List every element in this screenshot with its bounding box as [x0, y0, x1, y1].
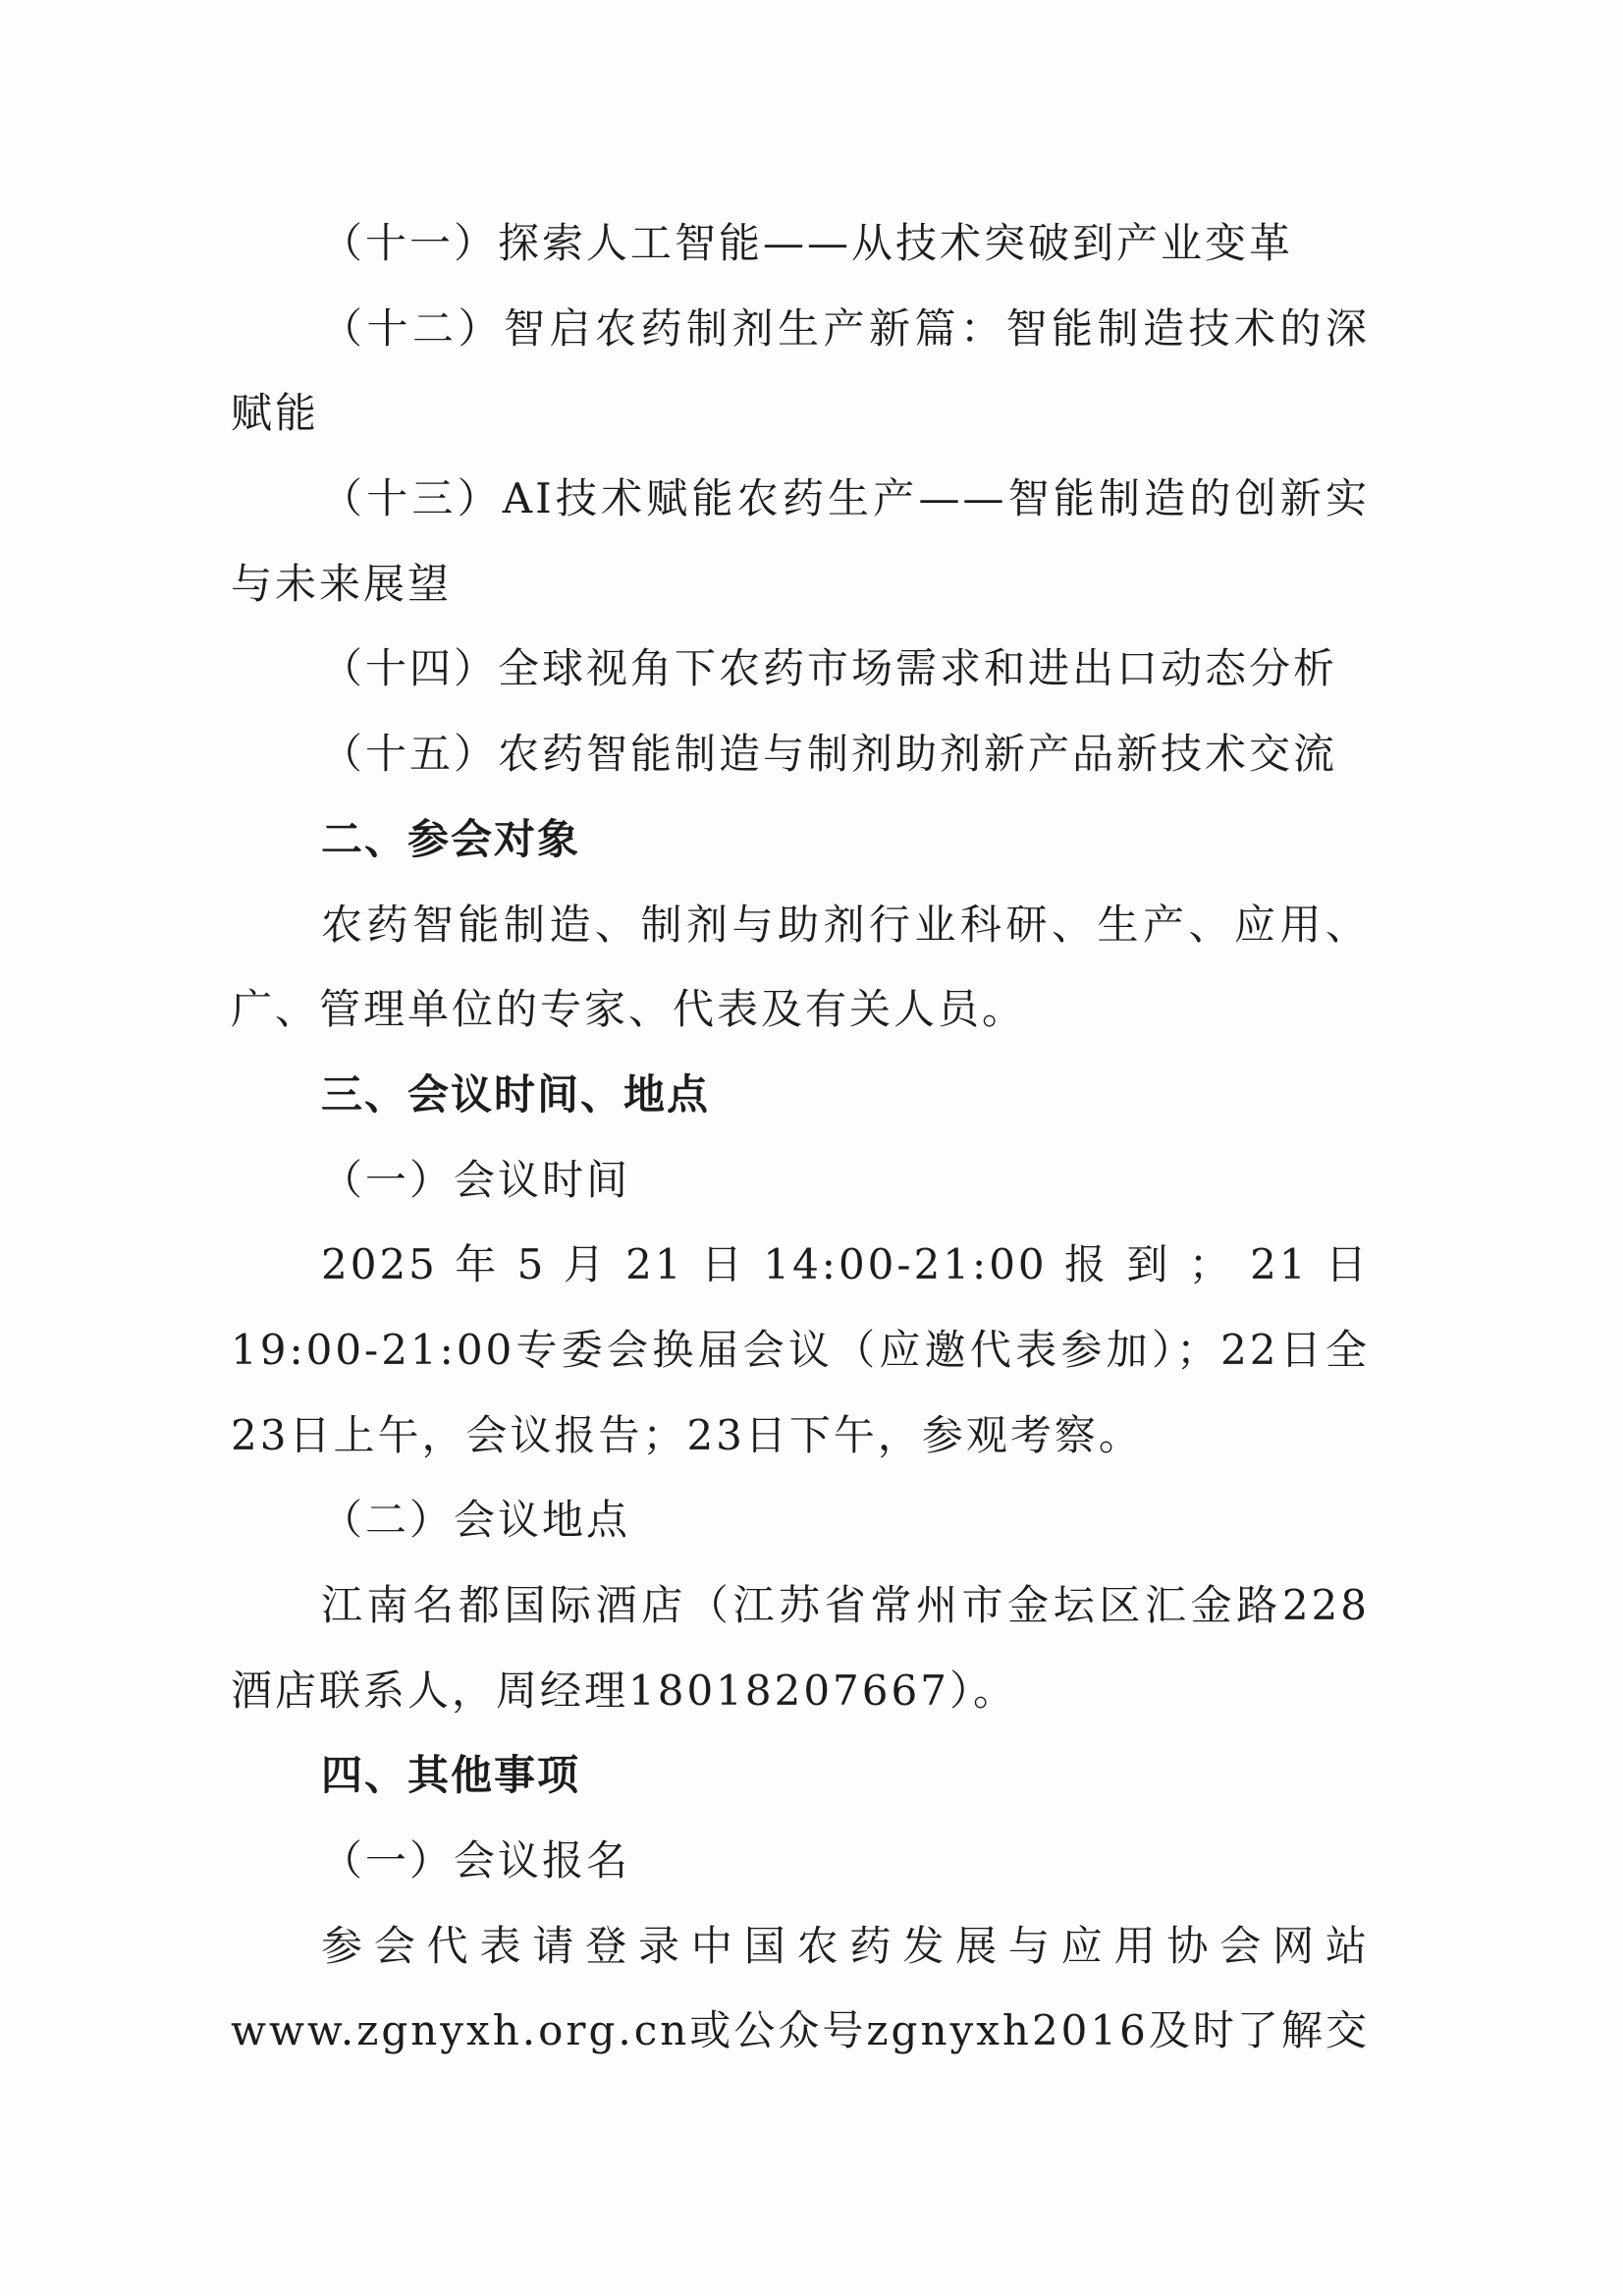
text-line: 农药智能制造、制剂与助剂行业科研、生产、应用、 [321, 900, 1370, 949]
text-line: （十二）智启农药制剂生产新篇：智能制造技术的深 [321, 303, 1370, 353]
text-line: （十四）全球视角下农药市场需求和进出口动态分析 [321, 644, 1338, 693]
text-line: 19:00-21:00专委会换届会议（应邀代表参加）；22日全 [231, 1325, 1370, 1374]
text-line: 23日上午，会议报告；23日下午，参观考察。 [231, 1410, 1143, 1459]
section-heading: 四、其他事项 [321, 1751, 581, 1800]
text-line: 酒店联系人，周经理18018207667）。 [231, 1666, 1017, 1715]
text-line: （十一）探索人工智能——从技术突破到产业变革 [321, 219, 1294, 267]
section-heading: 三、会议时间、地点 [321, 1069, 711, 1119]
text-line: （十五）农药智能制造与制剂助剂新产品新技术交流 [321, 730, 1338, 779]
text-line: （一）会议报名 [321, 1836, 631, 1886]
text-line: 与未来展望 [231, 559, 453, 608]
document-body [231, 201, 1370, 2074]
text-line: 广、管理单位的专家、代表及有关人员。 [231, 985, 1027, 1034]
text-line: （二）会议地点 [321, 1496, 631, 1545]
text-line: 赋能 [231, 389, 320, 438]
text-line: （十三）AI技术赋能农药生产——智能制造的创新实 [321, 474, 1370, 523]
text-line: 江南名都国际酒店（江苏省常州市金坛区汇金路228 [321, 1581, 1370, 1629]
text-line: 2025 年 5 月 21 日 14:00-21:00 报 到 ； 21 日 [321, 1240, 1370, 1289]
text-line: （一）会议时间 [321, 1155, 631, 1204]
text-line: www.zgnyxh.org.cn或公众号zgnyxh2016及时了解交 [231, 2006, 1370, 2055]
section-heading: 二、参会对象 [321, 814, 581, 863]
text-line: 参会代表请登录中国农药发展与应用协会网站 [321, 1921, 1370, 1970]
